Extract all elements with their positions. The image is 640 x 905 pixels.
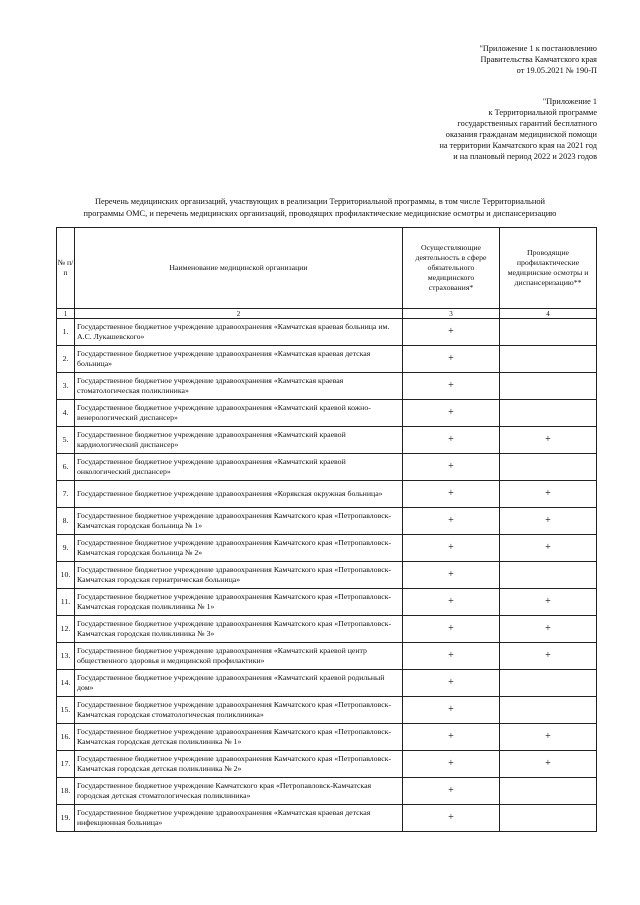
- header-preventive: Проводящие профилактические медицинские осмотры и диспансеризацию**: [500, 228, 597, 309]
- oms-mark: +: [403, 427, 500, 454]
- row-number: 8.: [57, 508, 75, 535]
- table-row: [57, 670, 597, 697]
- organization-name: Государственное бюджетное учреждение здравоохранения «Корякская окружная больница»: [75, 481, 403, 508]
- row-number: 12.: [57, 616, 75, 643]
- preventive-mark: [500, 373, 597, 400]
- organization-name: Государственное бюджетное учреждение Камчатского края «Петропавловск-Камчатская городская детская стоматологическая поликлиника»: [75, 778, 403, 805]
- column-number: 2: [75, 309, 403, 319]
- preventive-mark: +: [500, 643, 597, 670]
- table-header-row: [57, 228, 597, 309]
- preventive-mark: +: [500, 724, 597, 751]
- organization-name: Государственное бюджетное учреждение здравоохранения Камчатского края «Петропавловск-Камчатская городская больница № 1»: [75, 508, 403, 535]
- row-number: 7.: [57, 481, 75, 508]
- row-number: 3.: [57, 373, 75, 400]
- organization-name: Государственное бюджетное учреждение здравоохранения «Камчатская краевая больница им. А.С. Лукашевского»: [75, 319, 403, 346]
- preventive-mark: +: [500, 589, 597, 616]
- header-number: № п/п: [57, 228, 75, 309]
- row-number: 11.: [57, 589, 75, 616]
- appendix-1-note: [479, 43, 597, 76]
- table-body: [57, 319, 597, 832]
- row-number: 6.: [57, 454, 75, 481]
- preventive-mark: [500, 400, 597, 427]
- column-number: 4: [500, 309, 597, 319]
- row-number: 5.: [57, 427, 75, 454]
- appendix-line: "Приложение 1: [542, 97, 597, 106]
- appendix-line: государственных гарантий бесплатного: [457, 119, 597, 128]
- appendix-line: к Территориальной программе: [488, 108, 597, 117]
- column-number-row: [57, 309, 597, 319]
- table-row: [57, 373, 597, 400]
- row-number: 13.: [57, 643, 75, 670]
- row-number: 19.: [57, 805, 75, 832]
- column-number: 1: [57, 309, 75, 319]
- preventive-mark: +: [500, 616, 597, 643]
- preventive-mark: +: [500, 508, 597, 535]
- row-number: 1.: [57, 319, 75, 346]
- organization-name: Государственное бюджетное учреждение здравоохранения Камчатского края «Петропавловск-Камчатская городская поликлиника № 3»: [75, 616, 403, 643]
- preventive-mark: +: [500, 427, 597, 454]
- oms-mark: +: [403, 751, 500, 778]
- table-row: [57, 805, 597, 832]
- row-number: 14.: [57, 670, 75, 697]
- table-row: [57, 616, 597, 643]
- organization-name: Государственное бюджетное учреждение здравоохранения Камчатского края «Петропавловск-Камчатская городская поликлиника № 1»: [75, 589, 403, 616]
- oms-mark: +: [403, 697, 500, 724]
- oms-mark: +: [403, 346, 500, 373]
- preventive-mark: [500, 778, 597, 805]
- preventive-mark: [500, 562, 597, 589]
- row-number: 16.: [57, 724, 75, 751]
- row-number: 10.: [57, 562, 75, 589]
- oms-mark: +: [403, 778, 500, 805]
- preventive-mark: +: [500, 535, 597, 562]
- row-number: 4.: [57, 400, 75, 427]
- organization-name: Государственное бюджетное учреждение здравоохранения Камчатского края «Петропавловск-Камчатская городская детская поликлиника № 2»: [75, 751, 403, 778]
- organization-name: Государственное бюджетное учреждение здравоохранения «Камчатская краевая детская больница»: [75, 346, 403, 373]
- organizations-table: [56, 227, 597, 832]
- oms-mark: +: [403, 373, 500, 400]
- oms-mark: +: [403, 805, 500, 832]
- preventive-mark: +: [500, 751, 597, 778]
- preventive-mark: [500, 319, 597, 346]
- appendix-line: от 19.05.2021 № 190-П: [516, 66, 597, 75]
- table-row: [57, 589, 597, 616]
- appendix-line: на территории Камчатского края на 2021 год: [439, 141, 597, 150]
- appendix-line: и на плановый период 2022 и 2023 годов: [453, 152, 597, 161]
- organization-name: Государственное бюджетное учреждение здравоохранения «Камчатский краевой родильный дом»: [75, 670, 403, 697]
- row-number: 2.: [57, 346, 75, 373]
- appendix-line: оказания гражданам медицинской помощи: [445, 130, 597, 139]
- oms-mark: +: [403, 616, 500, 643]
- oms-mark: +: [403, 535, 500, 562]
- table-row: [57, 724, 597, 751]
- preventive-mark: [500, 670, 597, 697]
- organization-name: Государственное бюджетное учреждение здравоохранения «Камчатский краевой онкологический диспансер»: [75, 454, 403, 481]
- row-number: 18.: [57, 778, 75, 805]
- document-title: [40, 196, 600, 220]
- preventive-mark: [500, 697, 597, 724]
- oms-mark: +: [403, 508, 500, 535]
- oms-mark: +: [403, 670, 500, 697]
- oms-mark: +: [403, 454, 500, 481]
- row-number: 15.: [57, 697, 75, 724]
- title-line-2: программы ОМС, и перечень медицинских организаций, проводящих профилактические медицинские осмотры и диспансеризацию: [83, 209, 557, 218]
- preventive-mark: [500, 346, 597, 373]
- table-row: [57, 778, 597, 805]
- organization-name: Государственное бюджетное учреждение здравоохранения Камчатского края «Петропавловск-Камчатская городская гериатрическая больница»: [75, 562, 403, 589]
- table-row: [57, 508, 597, 535]
- organization-name: Государственное бюджетное учреждение здравоохранения «Камчатская краевая стоматологическая поликлиника»: [75, 373, 403, 400]
- table-row: [57, 535, 597, 562]
- table-row: [57, 643, 597, 670]
- oms-mark: +: [403, 400, 500, 427]
- preventive-mark: +: [500, 481, 597, 508]
- organization-name: Государственное бюджетное учреждение здравоохранения Камчатского края «Петропавловск-Камчатская городская детская поликлиника № 1»: [75, 724, 403, 751]
- oms-mark: +: [403, 724, 500, 751]
- header-oms: Осуществляющие деятельность в сфере обязательного медицинского страхования*: [403, 228, 500, 309]
- organization-name: Государственное бюджетное учреждение здравоохранения «Камчатская краевая детская инфекционная больница»: [75, 805, 403, 832]
- table-row: [57, 400, 597, 427]
- oms-mark: +: [403, 481, 500, 508]
- organization-name: Государственное бюджетное учреждение здравоохранения Камчатского края «Петропавловск-Камчатская городская стоматологическая поликлиника»: [75, 697, 403, 724]
- appendix-line: "Приложение 1 к постановлению: [479, 44, 597, 53]
- oms-mark: +: [403, 319, 500, 346]
- table-row: [57, 427, 597, 454]
- table-row: [57, 697, 597, 724]
- organization-name: Государственное бюджетное учреждение здравоохранения «Камчатский краевой кожно-венерологический диспансер»: [75, 400, 403, 427]
- table-row: [57, 562, 597, 589]
- oms-mark: +: [403, 643, 500, 670]
- organization-name: Государственное бюджетное учреждение здравоохранения Камчатского края «Петропавловск-Камчатская городская больница № 2»: [75, 535, 403, 562]
- row-number: 17.: [57, 751, 75, 778]
- preventive-mark: [500, 805, 597, 832]
- title-line-1: Перечень медицинских организаций, участвующих в реализации Территориальной программы, в том числе Территориальной: [94, 197, 546, 206]
- table-row: [57, 319, 597, 346]
- appendix-line: Правительства Камчатского края: [480, 55, 597, 64]
- appendix-2-note: [439, 96, 597, 162]
- organization-name: Государственное бюджетное учреждение здравоохранения «Камчатский краевой кардиологический диспансер»: [75, 427, 403, 454]
- column-number: 3: [403, 309, 500, 319]
- table-row: [57, 454, 597, 481]
- oms-mark: +: [403, 589, 500, 616]
- header-organization-name: Наименование медицинской организации: [75, 228, 403, 309]
- table-row: [57, 751, 597, 778]
- table-row: [57, 346, 597, 373]
- preventive-mark: [500, 454, 597, 481]
- oms-mark: +: [403, 562, 500, 589]
- row-number: 9.: [57, 535, 75, 562]
- table-row: [57, 481, 597, 508]
- organization-name: Государственное бюджетное учреждение здравоохранения «Камчатский краевой центр общественного здоровья и медицинской профилактики»: [75, 643, 403, 670]
